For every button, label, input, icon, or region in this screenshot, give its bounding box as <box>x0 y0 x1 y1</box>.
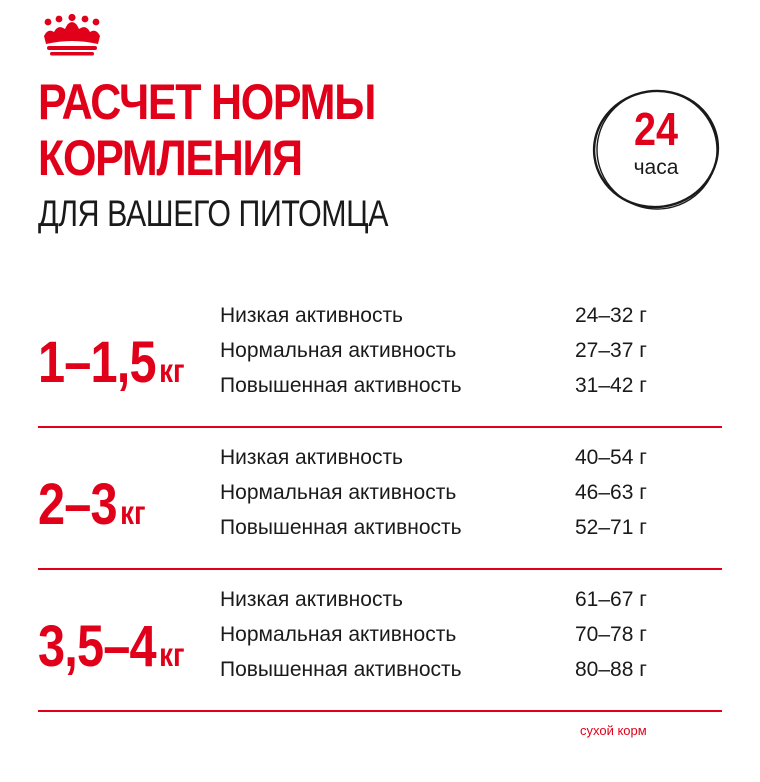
activity-label: Низкая активность <box>220 446 404 469</box>
weight-unit: кг <box>159 352 185 389</box>
portion-amount: 80–88 г <box>575 658 647 681</box>
weight-group <box>38 570 722 712</box>
weight-range <box>38 472 146 546</box>
activity-label: Низкая активность <box>220 304 404 327</box>
activity-row <box>220 475 720 510</box>
weight-range <box>38 614 185 688</box>
weight-range <box>38 330 185 404</box>
portion-amount: 61–67 г <box>575 588 647 611</box>
activity-list <box>220 440 720 545</box>
feeding-table <box>38 286 722 712</box>
weight-group <box>38 428 722 570</box>
activity-list <box>220 298 720 403</box>
activity-row <box>220 440 720 475</box>
portion-amount: 40–54 г <box>575 446 647 469</box>
activity-row <box>220 298 720 333</box>
title-line-1: РАСЧЕТ НОРМЫ <box>38 74 376 130</box>
portion-amount: 24–32 г <box>575 304 647 327</box>
activity-label: Повышенная активность <box>220 658 462 681</box>
activity-label: Нормальная активность <box>220 339 457 362</box>
activity-label: Повышенная активность <box>220 516 462 539</box>
activity-row <box>220 652 720 687</box>
food-type-note: сухой корм <box>580 723 647 738</box>
duration-badge <box>588 84 724 214</box>
activity-row <box>220 582 720 617</box>
activity-label: Низкая активность <box>220 588 404 611</box>
weight-unit: кг <box>159 636 185 673</box>
portion-amount: 27–37 г <box>575 339 647 362</box>
portion-amount: 31–42 г <box>575 374 647 397</box>
activity-list <box>220 582 720 687</box>
weight-value: 3,5–4 <box>38 614 156 679</box>
page-title <box>38 74 558 236</box>
portion-amount: 52–71 г <box>575 516 647 539</box>
weight-value: 2–3 <box>38 472 117 537</box>
activity-row <box>220 617 720 652</box>
activity-label: Нормальная активность <box>220 481 457 504</box>
badge-unit: часа <box>633 156 679 179</box>
activity-row <box>220 510 720 545</box>
page-subtitle: ДЛЯ ВАШЕГО ПИТОМЦА <box>38 193 389 234</box>
crown-icon <box>38 14 106 58</box>
portion-amount: 70–78 г <box>575 623 647 646</box>
weight-group <box>38 286 722 428</box>
activity-row <box>220 333 720 368</box>
activity-label: Нормальная активность <box>220 623 457 646</box>
activity-row <box>220 368 720 403</box>
activity-label: Повышенная активность <box>220 374 462 397</box>
badge-number: 24 <box>633 103 678 155</box>
title-line-2: КОРМЛЕНИЯ <box>38 130 302 186</box>
weight-value: 1–1,5 <box>38 330 156 395</box>
portion-amount: 46–63 г <box>575 481 647 504</box>
weight-unit: кг <box>120 494 146 531</box>
